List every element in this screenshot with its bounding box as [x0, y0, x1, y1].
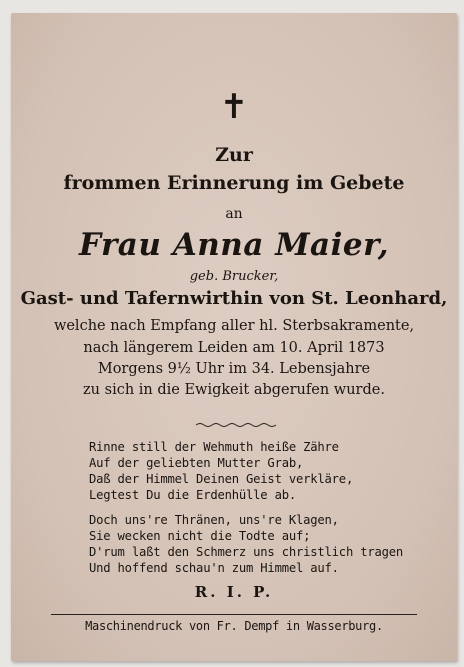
poem-line: Und hoffend schau'n zum Himmel auf. — [89, 561, 339, 575]
ornament-divider — [194, 422, 278, 428]
heading-zur: Zur — [215, 144, 253, 166]
maiden-name: geb. Brucker, — [189, 269, 279, 284]
occupation: Gast- und Tafernwirthin von St. Leonhard, — [20, 288, 448, 309]
body-line: nach längerem Leiden am 10. April 1873 — [83, 340, 385, 356]
poem-line: Rinne still der Wehmuth heiße Zähre — [89, 440, 339, 454]
footer-rule — [51, 614, 417, 615]
poem-line: Doch uns're Thränen, uns're Klagen, — [89, 513, 339, 527]
poem-line: Legtest Du die Erdenhülle ab. — [89, 488, 296, 502]
memorial-card — [11, 13, 457, 661]
printer-imprint: Maschinendruck von Fr. Dempf in Wasserburg. — [85, 619, 383, 633]
body-line: welche nach Empfang aller hl. Sterbsakramente, — [53, 318, 415, 334]
poem-line: Daß der Himmel Deinen Geist verkläre, — [89, 472, 354, 486]
deceased-name: Frau Anna Maier, — [79, 227, 389, 263]
poem-line: Sie wecken nicht die Todte auf; — [89, 529, 311, 543]
poem-line: Auf der geliebten Mutter Grab, — [89, 456, 304, 470]
heading-frommen: frommen Erinnerung im Gebete — [63, 172, 405, 194]
body-line: Morgens 9½ Uhr im 34. Lebensjahre — [97, 361, 371, 377]
heading-an: an — [225, 206, 243, 222]
body-line: zu sich in die Ewigkeit abgerufen wurde. — [83, 382, 385, 398]
poem-line: D'rum laßt den Schmerz uns christlich tragen — [89, 545, 404, 559]
rip-text: R. I. P. — [194, 583, 274, 601]
cross-icon: ✝ — [219, 87, 249, 127]
